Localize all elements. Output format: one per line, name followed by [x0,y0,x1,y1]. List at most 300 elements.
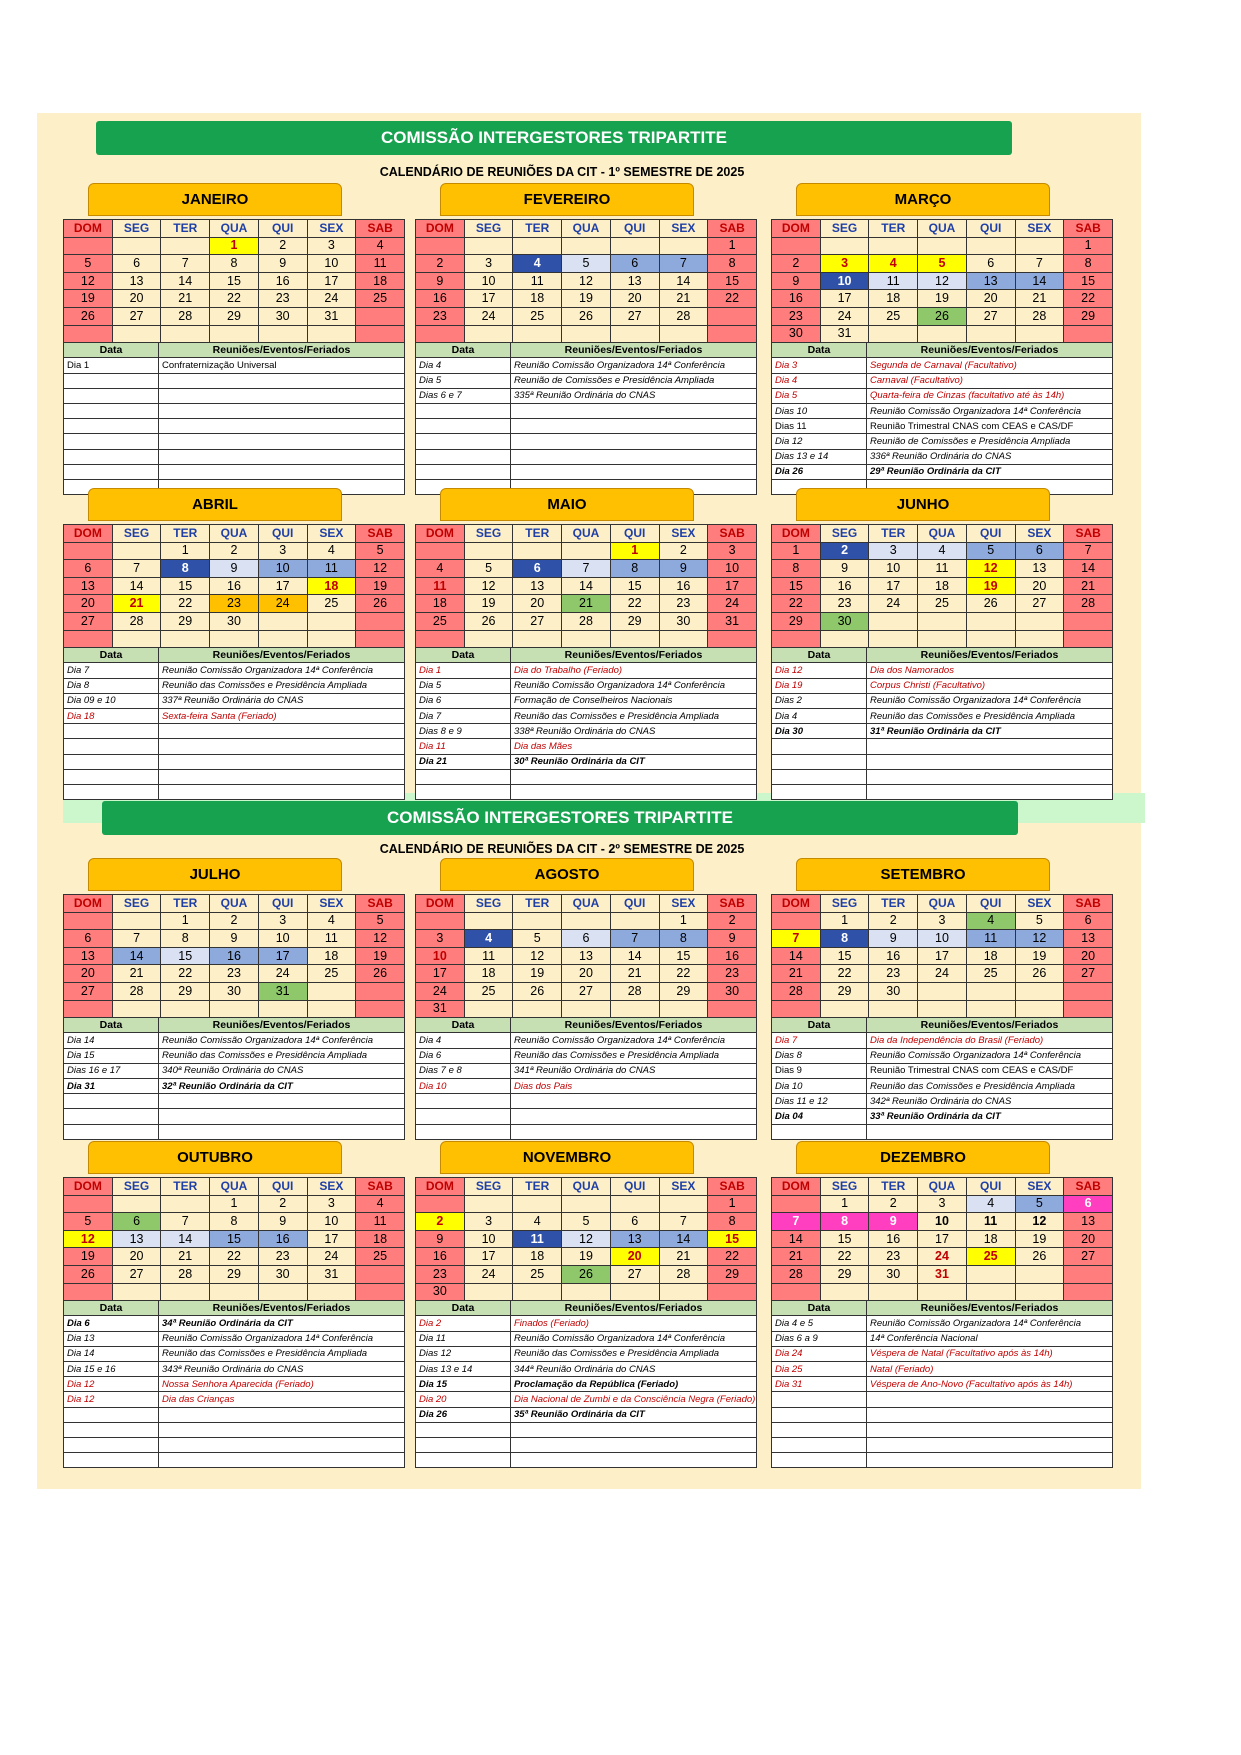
event-description [867,769,1113,784]
day-cell: 27 [562,982,611,1000]
day-cell [464,542,513,560]
event-description [159,1094,405,1109]
day-cell: 16 [820,577,869,595]
day-cell: 30 [416,1283,465,1301]
day-cell: 16 [258,1230,307,1248]
day-cell: 21 [112,965,161,983]
day-cell: 28 [161,307,210,325]
day-cell [513,1195,562,1213]
day-cell [918,630,967,648]
event-description: 341ª Reunião Ordinária do CNAS [511,1063,757,1078]
day-cell: 3 [307,237,356,255]
day-cell: 16 [772,290,821,308]
day-cell: 21 [562,595,611,613]
day-cell: 30 [210,612,259,630]
day-cell: 5 [64,1213,113,1231]
weekday-header: SEG [464,220,513,238]
event-description [159,724,405,739]
day-cell: 15 [610,577,659,595]
day-cell: 9 [869,1213,918,1231]
day-cell [562,1000,611,1018]
day-cell: 13 [966,272,1015,290]
day-cell [112,1000,161,1018]
day-cell [659,325,708,343]
day-cell: 31 [820,325,869,343]
day-cell [610,1195,659,1213]
day-cell: 1 [708,237,757,255]
day-cell [1064,1283,1113,1301]
day-cell: 17 [416,965,465,983]
day-cell [513,237,562,255]
day-cell [918,612,967,630]
event-description [867,1392,1113,1407]
day-cell [918,237,967,255]
day-cell: 16 [258,272,307,290]
day-cell: 8 [820,1213,869,1231]
day-cell [64,325,113,343]
weekday-header: SAB [708,220,757,238]
event-date [772,1422,867,1437]
day-cell: 24 [307,1248,356,1266]
day-cell: 18 [966,1230,1015,1248]
day-cell: 4 [307,542,356,560]
event-row [772,1437,1113,1452]
event-description [511,434,757,449]
event-row [416,1109,757,1124]
event-row [416,1422,757,1437]
day-cell: 25 [918,595,967,613]
day-cell: 27 [1064,1248,1113,1266]
event-date: Dias 6 e 7 [416,388,511,403]
event-row [64,678,405,693]
day-cell: 27 [112,1265,161,1283]
day-cell: 6 [1015,542,1064,560]
month-grid [771,219,1113,343]
event-date [772,1407,867,1422]
day-cell: 12 [464,577,513,595]
day-cell [464,325,513,343]
day-cell: 19 [513,965,562,983]
day-cell [64,1283,113,1301]
event-description: Reunião Comissão Organizadora 14ª Conferência [159,1033,405,1048]
event-description [159,403,405,418]
event-date: Dia 21 [416,754,511,769]
day-cell: 12 [64,272,113,290]
day-cell: 7 [1015,255,1064,273]
event-description [867,1124,1113,1139]
event-date [416,434,511,449]
day-cell [356,1265,405,1283]
event-date [416,419,511,434]
event-description: Reunião das Comissões e Presidência Ampliada [867,708,1113,723]
day-cell [1015,1265,1064,1283]
weekday-header: SEG [112,1178,161,1196]
month-grid [771,1177,1113,1301]
day-cell: 29 [1064,307,1113,325]
day-cell: 28 [659,1265,708,1283]
day-cell: 30 [258,1265,307,1283]
event-date: Dia 6 [416,693,511,708]
day-cell: 12 [966,560,1015,578]
day-cell: 19 [562,1248,611,1266]
events-date-header: Data [64,1018,159,1033]
event-description: Reunião Comissão Organizadora 14ª Conferência [159,663,405,678]
event-date: Dia 30 [772,724,867,739]
event-row [416,358,757,373]
day-cell: 1 [210,1195,259,1213]
day-cell: 3 [307,1195,356,1213]
day-cell [1064,630,1113,648]
day-cell: 4 [356,1195,405,1213]
weekday-header: QUI [258,895,307,913]
day-cell: 18 [416,595,465,613]
subtitle-second-semester: CALENDÁRIO DE REUNIÕES DA CIT - 2º SEMESTRE DE 2025 [379,842,745,856]
day-cell: 14 [610,947,659,965]
day-cell: 27 [64,612,113,630]
event-date: Dia 13 [64,1331,159,1346]
day-cell: 10 [464,1230,513,1248]
weekday-header: SEX [659,525,708,543]
events-desc-header: Reuniões/Eventos/Feriados [511,648,757,663]
day-cell: 4 [513,255,562,273]
day-cell: 25 [869,307,918,325]
day-cell: 17 [869,577,918,595]
event-description [159,1437,405,1452]
day-cell: 29 [708,1265,757,1283]
day-cell: 21 [1064,577,1113,595]
month-grid [415,1177,757,1301]
day-cell: 18 [918,577,967,595]
day-cell: 4 [356,237,405,255]
month-title: AGOSTO [440,858,694,891]
day-cell: 20 [1015,577,1064,595]
day-cell: 10 [708,560,757,578]
event-date: Dia 6 [416,1048,511,1063]
event-date [64,388,159,403]
event-row [64,373,405,388]
event-date: Dia 31 [772,1377,867,1392]
weekday-header: SAB [1064,1178,1113,1196]
event-row [772,754,1113,769]
day-cell [610,237,659,255]
day-cell: 6 [966,255,1015,273]
weekday-header: QUA [210,525,259,543]
day-cell: 17 [820,290,869,308]
event-date: Dia 4 e 5 [772,1316,867,1331]
day-cell: 27 [1015,595,1064,613]
day-cell: 10 [918,1213,967,1231]
day-cell: 2 [772,255,821,273]
day-cell: 30 [210,982,259,1000]
event-row [416,1453,757,1468]
day-cell [966,1265,1015,1283]
day-cell: 6 [112,1213,161,1231]
event-description: Reunião das Comissões e Presidência Ampliada [511,708,757,723]
event-date [416,1422,511,1437]
day-cell [610,630,659,648]
day-cell: 9 [416,272,465,290]
day-cell: 25 [356,290,405,308]
event-description [159,1407,405,1422]
day-cell: 4 [513,1213,562,1231]
day-cell [307,325,356,343]
event-row [416,1346,757,1361]
day-cell: 19 [1015,1230,1064,1248]
event-row [64,1094,405,1109]
day-cell [112,1283,161,1301]
event-description [511,464,757,479]
day-cell: 22 [820,965,869,983]
day-cell: 24 [820,307,869,325]
day-cell: 20 [966,290,1015,308]
event-row [416,1078,757,1093]
day-cell: 11 [513,1230,562,1248]
event-row [772,1124,1113,1139]
day-cell [161,1283,210,1301]
day-cell [1064,1000,1113,1018]
event-row [64,1407,405,1422]
event-row [64,754,405,769]
day-cell: 26 [562,1265,611,1283]
weekday-header: SAB [1064,525,1113,543]
event-description [511,449,757,464]
event-row [416,1048,757,1063]
day-cell [112,542,161,560]
day-cell [820,630,869,648]
day-cell: 25 [464,982,513,1000]
day-cell: 6 [1064,912,1113,930]
day-cell: 21 [161,290,210,308]
day-cell [966,237,1015,255]
event-date: Dia 18 [64,708,159,723]
day-cell [258,1283,307,1301]
day-cell: 13 [112,272,161,290]
day-cell [610,1000,659,1018]
day-cell: 8 [708,1213,757,1231]
day-cell: 11 [464,947,513,965]
event-date: Dia 6 [64,1316,159,1331]
day-cell: 17 [307,1230,356,1248]
day-cell [708,630,757,648]
event-date [772,769,867,784]
day-cell: 9 [210,930,259,948]
day-cell: 3 [869,542,918,560]
event-description [867,1407,1113,1422]
day-cell: 10 [464,272,513,290]
event-row [772,1094,1113,1109]
month-title: FEVEREIRO [440,183,694,216]
event-description [867,1437,1113,1452]
event-row [772,358,1113,373]
event-date: Dias 13 e 14 [772,449,867,464]
day-cell: 18 [307,577,356,595]
event-description: Reunião Comissão Organizadora 14ª Conferência [511,678,757,693]
day-cell [1015,612,1064,630]
day-cell: 8 [820,930,869,948]
day-cell: 22 [708,290,757,308]
weekday-header: QUA [918,220,967,238]
day-cell: 18 [307,947,356,965]
day-cell: 22 [772,595,821,613]
day-cell [1064,325,1113,343]
day-cell: 31 [708,612,757,630]
event-date [64,769,159,784]
day-cell: 18 [356,1230,405,1248]
event-description [159,754,405,769]
event-date: Dia 5 [416,373,511,388]
day-cell: 19 [464,595,513,613]
day-cell [966,612,1015,630]
event-description [867,784,1113,799]
event-description: Reunião de Comissões e Presidência Ampliada [511,373,757,388]
month-grid [415,524,757,648]
event-date: Dia 26 [416,1407,511,1422]
day-cell [356,982,405,1000]
day-cell: 15 [708,272,757,290]
events-table [415,647,757,800]
day-cell: 14 [1015,272,1064,290]
weekday-header: SEG [820,895,869,913]
month-title: MAIO [440,488,694,521]
day-cell: 10 [258,930,307,948]
day-cell: 8 [610,560,659,578]
weekday-header: SEG [820,220,869,238]
calendar-sheet [37,113,1141,1489]
event-date: Dias 11 [772,419,867,434]
day-cell: 20 [1064,947,1113,965]
day-cell: 19 [562,290,611,308]
weekday-header: SEX [1015,895,1064,913]
day-cell [772,1195,821,1213]
day-cell: 16 [869,1230,918,1248]
day-cell: 10 [307,255,356,273]
event-row [416,769,757,784]
event-date: Dias 7 e 8 [416,1063,511,1078]
day-cell [820,237,869,255]
event-date: Dia 4 [772,708,867,723]
weekday-header: QUA [918,895,967,913]
event-row [416,724,757,739]
event-date: Dia 15 [416,1377,511,1392]
day-cell [112,912,161,930]
day-cell: 3 [820,255,869,273]
day-cell: 30 [869,1265,918,1283]
event-date [64,724,159,739]
day-cell: 2 [708,912,757,930]
event-description: 344ª Reunião Ordinária do CNAS [511,1361,757,1376]
day-cell [307,612,356,630]
day-cell: 11 [356,255,405,273]
day-cell: 17 [918,1230,967,1248]
day-cell [258,612,307,630]
day-cell [610,1283,659,1301]
day-cell [464,1000,513,1018]
event-date: Dias 8 [772,1048,867,1063]
day-cell: 22 [210,290,259,308]
event-date: Dia 7 [772,1033,867,1048]
weekday-header: SAB [708,525,757,543]
event-row [416,1407,757,1422]
events-desc-header: Reuniões/Eventos/Feriados [159,343,405,358]
day-cell: 10 [258,560,307,578]
event-description: Reunião Trimestral CNAS com CEAS e CAS/DF [867,1063,1113,1078]
weekday-header: QUI [258,525,307,543]
event-row [64,449,405,464]
event-description: Natal (Feriado) [867,1361,1113,1376]
weekday-header: DOM [416,1178,465,1196]
weekday-header: SAB [356,525,405,543]
event-description: Dia dos Namorados [867,663,1113,678]
day-cell: 7 [1064,542,1113,560]
day-cell: 12 [513,947,562,965]
day-cell: 13 [1015,560,1064,578]
event-row [64,1331,405,1346]
day-cell: 28 [772,1265,821,1283]
event-date [772,1124,867,1139]
day-cell: 23 [772,307,821,325]
subtitle-first-semester: CALENDÁRIO DE REUNIÕES DA CIT - 1º SEMESTRE DE 2025 [379,165,745,179]
day-cell: 30 [820,612,869,630]
weekday-header: QUI [258,220,307,238]
event-description [159,769,405,784]
day-cell [562,1283,611,1301]
event-row [772,373,1113,388]
day-cell: 27 [64,982,113,1000]
day-cell: 16 [416,1248,465,1266]
event-row [772,1316,1113,1331]
day-cell: 5 [562,255,611,273]
event-row [64,1361,405,1376]
event-description [511,1124,757,1139]
event-description [511,1094,757,1109]
day-cell: 11 [307,560,356,578]
day-cell: 9 [820,560,869,578]
day-cell: 14 [112,947,161,965]
day-cell: 11 [416,577,465,595]
day-cell: 28 [161,1265,210,1283]
day-cell: 3 [258,542,307,560]
month-grid [63,219,405,343]
weekday-header: TER [869,220,918,238]
day-cell: 1 [772,542,821,560]
events-desc-header: Reuniões/Eventos/Feriados [511,1018,757,1033]
event-row [416,1437,757,1452]
day-cell: 3 [464,255,513,273]
month-grid [63,894,405,1018]
events-table [415,342,757,495]
month-grid [415,219,757,343]
day-cell [464,1283,513,1301]
day-cell [356,307,405,325]
day-cell: 26 [1015,1248,1064,1266]
event-date [416,403,511,418]
event-date [64,1422,159,1437]
day-cell [464,237,513,255]
event-description: 335ª Reunião Ordinária do CNAS [511,388,757,403]
events-date-header: Data [64,343,159,358]
day-cell [513,542,562,560]
event-description [511,403,757,418]
event-description: 342ª Reunião Ordinária do CNAS [867,1094,1113,1109]
day-cell: 5 [356,912,405,930]
day-cell: 30 [708,982,757,1000]
weekday-header: SEX [1015,220,1064,238]
day-cell: 9 [258,1213,307,1231]
event-description: 32ª Reunião Ordinária da CIT [159,1078,405,1093]
event-description [159,1422,405,1437]
event-date [416,1124,511,1139]
day-cell: 11 [966,930,1015,948]
